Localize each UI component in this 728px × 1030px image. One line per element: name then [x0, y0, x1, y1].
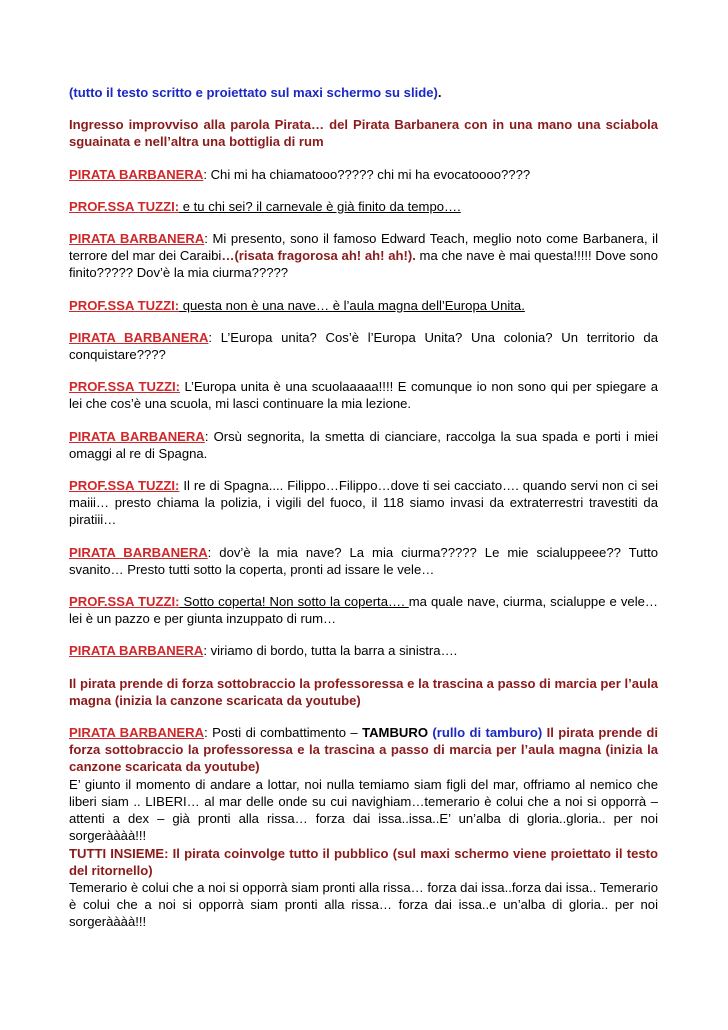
dialogue-line-8	[69, 477, 658, 529]
intro-note-text: (tutto il testo scritto e proiettato sul maxi schermo su slide)	[69, 85, 438, 100]
line-text: questa non è una nave… è l’aula magna dell’Europa Unita.	[179, 297, 525, 313]
line-text: : Orsù segnorita, la smetta di cianciare, raccolga la sua spada e porti i miei omaggi al re di Spagna.	[69, 428, 658, 461]
line-text: ma che nave è mai questa!!!!! Dove sono finito????? Dov’è la mia ciurma?????	[69, 248, 658, 281]
speaker-prof: PROF.SSA TUZZI:	[69, 198, 180, 214]
line-text: : dov’è la mia nave? La mia ciurma????? Le mie scialuppeee?? Tutto svanito… Presto tutti sotto la coperta, pronti ad issare le vele…	[69, 544, 658, 577]
stage-direction-march-2: Il pirata prende di forza sottobraccio la professoressa e la trascina a passo di marcia per l’aula magna (inizia la canzone scaricata da youtube)	[69, 725, 659, 775]
dialogue-line-7	[69, 428, 658, 462]
dialogue-line-11	[69, 642, 658, 659]
line-text: : Chi mi ha chiamatooo????? chi mi ha evocatoooo????	[203, 166, 531, 182]
stage-direction-march: Il pirata prende di forza sottobraccio la professoressa e la trascina a passo di marcia per l’aula magna (inizia la canzone scaricata da youtube)	[69, 675, 658, 708]
dialogue-line-4	[69, 297, 658, 314]
speaker-pirate: PIRATA BARBANERA	[69, 166, 204, 182]
speaker-prof: PROF.SSA TUZZI:	[69, 297, 180, 313]
dialogue-line-1	[69, 166, 658, 183]
song-verse: E’ giunto il momento di andare a lottar, noi nulla temiamo siam figli del mar, offriamo al nemico che liberi siam .. LIBERI… al mar delle onde su cui navighiam…temerario è colui che a noi si opporrà – attenti a dex – già pronti alla rissa… forza dai issa..issa..E’ un’alba di gloria..gloria.. per noi sorgeràààà!!!	[69, 776, 658, 844]
stage-direction-laugh: …(risata fragorosa ah! ah! ah!).	[221, 248, 416, 264]
speaker-pirate: PIRATA BARBANERA	[69, 544, 208, 560]
line-text: e tu chi sei? il carnevale è già finito da tempo….	[179, 198, 461, 214]
line-text: Il re di Spagna.... Filippo…Filippo…dove ti sei cacciato…. quando servi non ci sei maiii… presto chiama la polizia, i vigili del fuoco, il 118 siamo invasi da extraterrestri travestiti da piratiii…	[69, 478, 658, 528]
dialogue-line-13	[69, 724, 658, 776]
line-text-underlined: Sotto coperta! Non sotto la coperta….	[179, 594, 409, 610]
speaker-pirate: PIRATA BARBANERA	[69, 428, 205, 444]
intro-note	[69, 84, 658, 101]
speaker-pirate: PIRATA BARBANERA	[69, 725, 205, 741]
speaker-pirate: PIRATA BARBANERA	[69, 231, 205, 247]
line-text: : Mi presento, sono il famoso Edward Teach, meglio noto come Barbanera, il terrore del mar dei Caraibi	[69, 231, 658, 264]
speaker-pirate: PIRATA BARBANERA	[69, 329, 209, 345]
song-chorus: Temerario è colui che a noi si opporrà siam pronti alla rissa… forza dai issa..forza dai issa.. Temerario è colui che a noi si opporrà siam pronti alla rissa… forza dai issa..e un’alba di gloria.. per noi sorgeràààà!!!	[69, 879, 658, 930]
line-text: : Posti di combattimento –	[204, 725, 363, 741]
speaker-pirate: PIRATA BARBANERA	[69, 643, 204, 659]
stage-direction-entry: Ingresso improvviso alla parola Pirata… del Pirata Barbanera con in una mano una sciabola sguainata e nell’altra una bottiglia di rum	[69, 117, 658, 150]
line-text: ma quale nave, ciurma, scialuppe e vele… lei è un pazzo e per giunta inzuppato di rum…	[69, 594, 658, 627]
stage-direction-all-together: TUTTI INSIEME: Il pirata coinvolge tutto il pubblico (sul maxi schermo viene proiettato il testo del ritornello)	[69, 845, 658, 878]
speaker-prof: PROF.SSA TUZZI:	[69, 379, 180, 395]
line-text: : L’Europa unita? Cos’è l’Europa Unita? Una colonia? Un territorio da conquistare????	[69, 329, 658, 363]
line-text: L’Europa unita è una scuolaaaaa!!!! E comunque io non sono qui per spiegare a lei che cos’è una scuola, mi lasci continuare la mia lezione.	[69, 379, 658, 412]
dialogue-line-2	[69, 198, 658, 215]
dialogue-line-9	[69, 544, 658, 578]
drum-roll-direction: (rullo di tamburo)	[428, 725, 543, 741]
intro-note-dot: .	[437, 85, 442, 100]
dialogue-line-10	[69, 593, 658, 627]
dialogue-line-3	[69, 230, 658, 282]
speaker-prof: PROF.SSA TUZZI:	[69, 478, 180, 494]
speaker-prof: PROF.SSA TUZZI:	[69, 594, 180, 610]
line-text: : viriamo di bordo, tutta la barra a sinistra….	[203, 643, 458, 659]
drum-label: TAMBURO	[362, 725, 429, 741]
dialogue-line-5	[69, 329, 658, 363]
dialogue-line-6	[69, 378, 658, 412]
